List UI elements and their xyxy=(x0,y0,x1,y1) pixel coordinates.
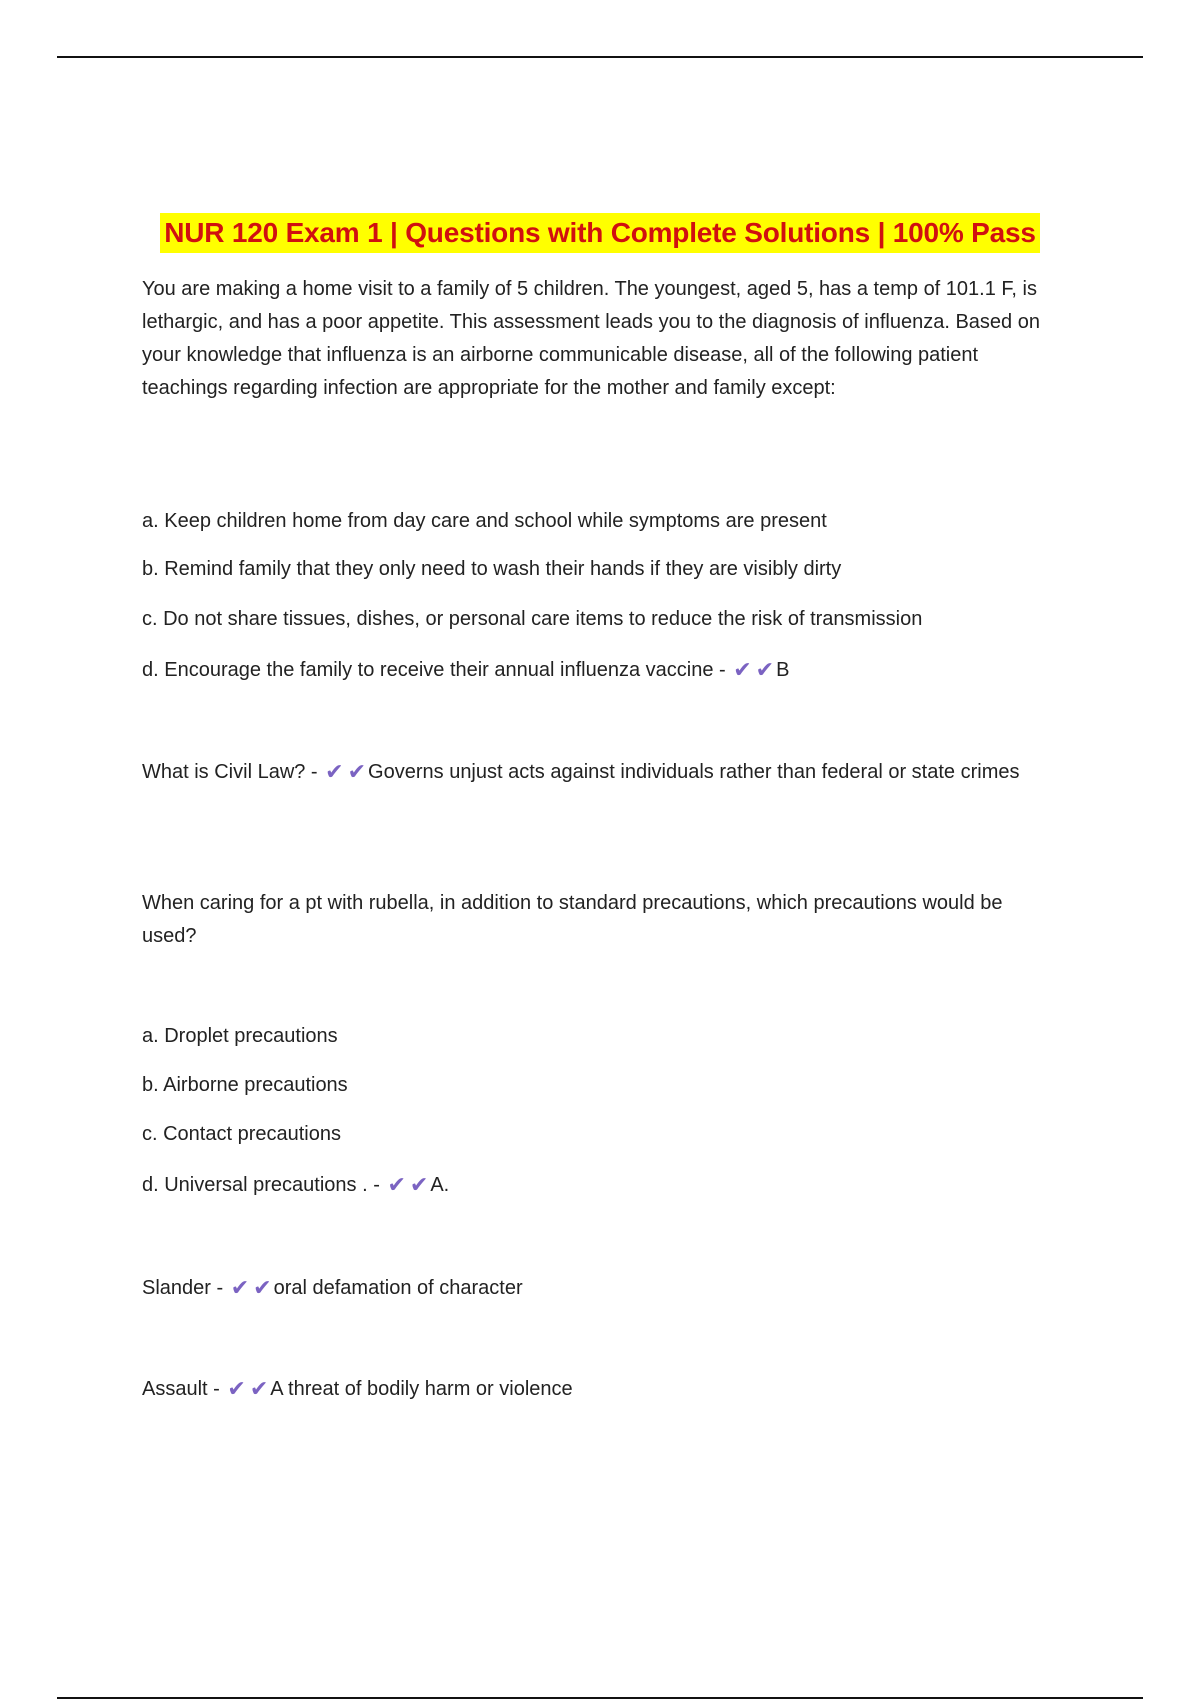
question-3-option-d-label: d. Universal precautions . - xyxy=(142,1174,380,1196)
question-1-option-a: a. Keep children home from day care and school while symptoms are present xyxy=(142,510,827,532)
question-4-label: Slander - xyxy=(142,1277,224,1299)
question-5-label: Assault - xyxy=(142,1378,220,1400)
question-3-answer: A. xyxy=(430,1174,450,1196)
question-1-option-d xyxy=(142,654,1062,687)
check-icon: ✔ xyxy=(227,1376,246,1401)
top-rule xyxy=(57,56,1143,58)
check-icon: ✔ xyxy=(387,1172,406,1197)
question-1-option-d-label: d. Encourage the family to receive their annual influenza vaccine - xyxy=(142,659,726,681)
check-icon: ✔ xyxy=(230,1275,250,1300)
question-5-text xyxy=(142,1373,1062,1406)
question-3-option-c: c. Contact precautions xyxy=(142,1123,341,1145)
question-1-text xyxy=(142,273,1062,405)
check-icon: ✔ xyxy=(347,759,367,784)
question-4-text xyxy=(142,1272,1062,1305)
bottom-rule xyxy=(57,1697,1143,1699)
question-1-answer: B xyxy=(776,659,790,681)
question-3-option-d xyxy=(142,1169,1062,1202)
question-5-answer: A threat of bodily harm or violence xyxy=(270,1378,573,1400)
question-1-option-c: c. Do not share tissues, dishes, or personal care items to reduce the risk of transmission xyxy=(142,608,923,630)
check-icon: ✔ xyxy=(755,657,775,682)
question-3-option-a: a. Droplet precautions xyxy=(142,1025,338,1047)
question-2-label: What is Civil Law? - xyxy=(142,761,318,783)
check-icon: ✔ xyxy=(249,1376,269,1401)
question-1-option-b: b. Remind family that they only need to wash their hands if they are visibly dirty xyxy=(142,558,842,580)
document-title: NUR 120 Exam 1 | Questions with Complete Solutions | 100% Pass xyxy=(160,213,1040,253)
check-icon: ✔ xyxy=(733,657,752,682)
title-container xyxy=(0,213,1200,253)
question-3-text: When caring for a pt with rubella, in addition to standard precautions, which precautions would be used? xyxy=(142,892,1003,947)
question-1-body: You are making a home visit to a family of 5 children. The youngest, aged 5, has a temp of 101.1 F, is lethargic, and has a poor appetite. This assessment leads you to the diagnosis of influenza. Based on your knowledge that influenza is an airborne communicable disease, all of the following patient teachings regarding infection are appropriate for the mother and family except: xyxy=(142,278,1040,399)
question-2-answer: Governs unjust acts against individuals rather than federal or state crimes xyxy=(368,761,1020,783)
check-icon: ✔ xyxy=(253,1275,272,1300)
question-4-answer: oral defamation of character xyxy=(273,1277,523,1299)
check-icon: ✔ xyxy=(409,1172,429,1197)
question-2-text xyxy=(142,756,1062,789)
check-icon: ✔ xyxy=(325,759,344,784)
question-3-option-b: b. Airborne precautions xyxy=(142,1074,348,1096)
